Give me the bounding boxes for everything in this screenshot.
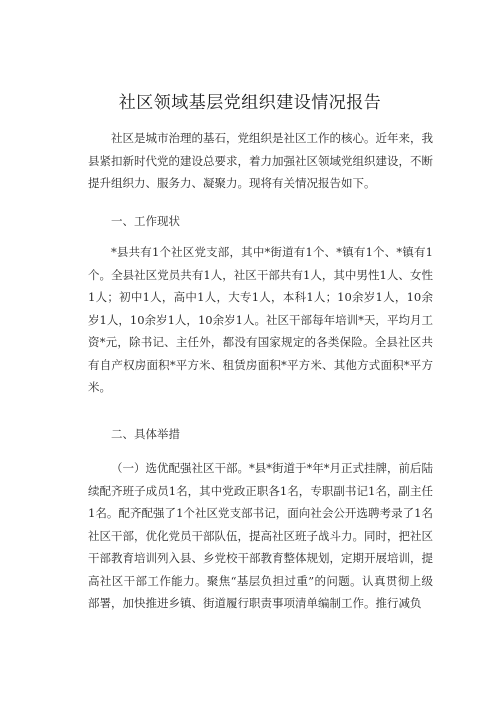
intro-paragraph: 社区是城市治理的基石，党组织是社区工作的核心。近年来，我县紧扣新时代党的建设总要求，着力加强社区领域党组织建设，不断提升组织力、服务力、凝聚力。现将有关情况报告如下。 (88, 131, 433, 190)
section-heading-measures: 二、具体举措 (111, 427, 180, 441)
status-paragraph: *县共有1个社区党支部，其中*街道有1个、*镇有1个、*镇有1个。全县社区党员共有1人，社区干部共有1人，其中男性1人、女性1人；初中1人，高中1人，大专1人，本科1人；10余岁1人，10余岁1人，10余岁1人，10余岁1人。社区干部每年培训*天，平均月工资*元，除书记、主任外，都没有国家规定的各类保险。全县社区共有自产权房面积*平方米、租赁房面积*平方米、其他方式面积*平方米。 (88, 245, 433, 394)
document-title: 社区领域基层党组织建设情况报告 (118, 93, 382, 113)
section-heading-status: 一、工作现状 (111, 214, 180, 228)
measures-paragraph: （一）选优配强社区干部。*县*街道于*年*月正式挂牌，前后陆续配齐班子成员1名，其中党政正职各1名，专职副书记1名，副主任1名。配齐配强了1个社区党支部书记，面向社会公开选聘考录了1名社区干部，优化党员干部队伍，提高社区班子战斗力。同时，把社区干部教育培训列入县、乡党校干部教育整体规划，定期开展培训，提高社区干部工作能力。聚焦“基层负担过重”的问题。认真贯彻上级部署，加快推进乡镇、街道履行职责事项清单编制工作。推行减负 (88, 461, 433, 610)
